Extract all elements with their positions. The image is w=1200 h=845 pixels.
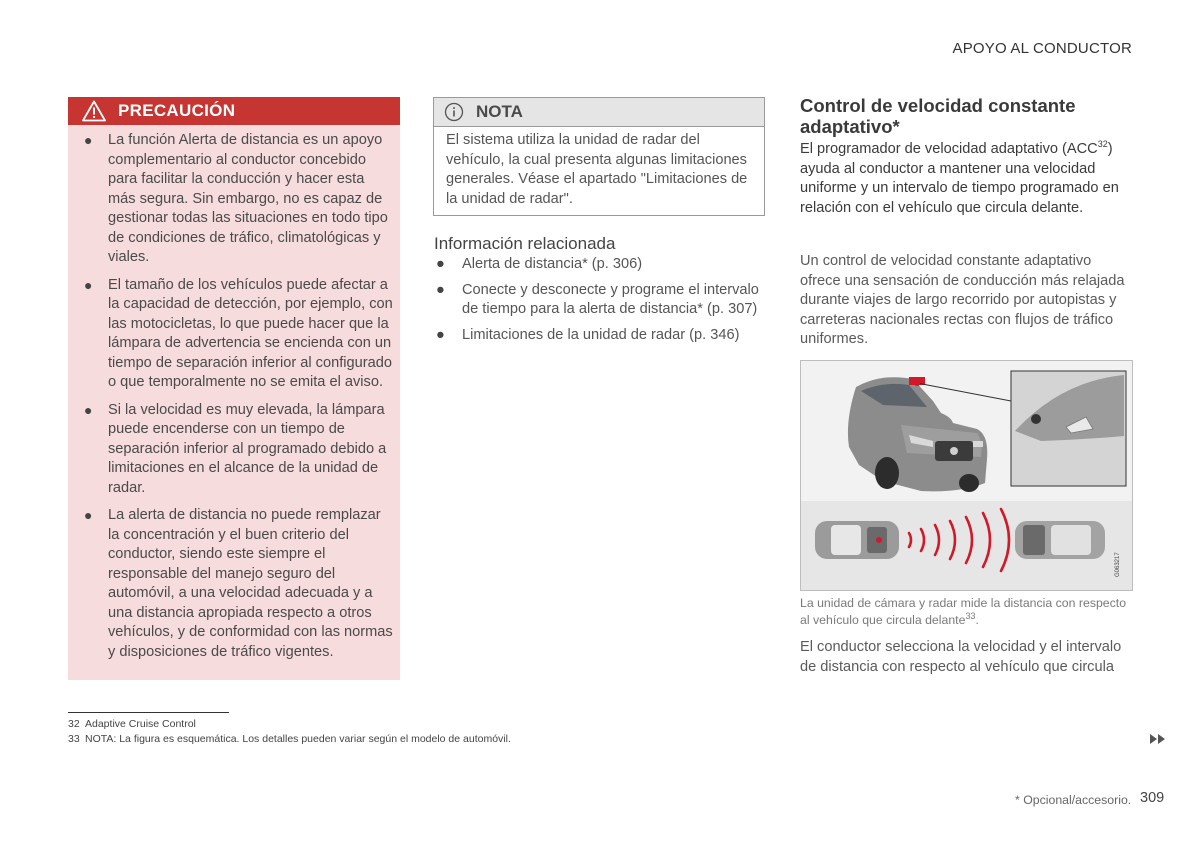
footnote-ref-32[interactable]: 32 <box>1097 139 1108 150</box>
continued-paragraph: El conductor selecciona la velocidad y el intervalo de distancia con respecto al vehículo que circula <box>800 639 1122 675</box>
warning-triangle-icon <box>82 100 106 122</box>
own-car-top-view <box>815 521 899 559</box>
note-title: NOTA <box>476 102 523 121</box>
acc-illustration-graphic <box>801 361 1133 591</box>
intro-paragraph: El programador de velocidad adaptativo (ACC$^{32}$) ayuda al conductor a mantener una velocidad uniforme y un intervalo de tiempo programado en relación con el vehículo que circula delante. <box>800 139 1119 216</box>
bullet-icon: ● <box>436 256 445 272</box>
related-info-list <box>434 255 764 351</box>
list-item: ● La alerta de distancia no puede remplazar la concentración y el buen criterio del conductor, siendo este siempre el responsable del manejo seguro del automóvil, a una velocidad adecuada y a una distancia apropiada respecto a otros vehículos, y de conformidad con las normas y disposiciones de tráfico vigentes. <box>84 507 393 660</box>
section-title: Control de velocidad constante adaptativo* <box>800 95 1076 137</box>
caution-header <box>68 97 400 125</box>
related-link[interactable]: ● Conecte y desconecte y programe el intervalo de tiempo para la alerta de distancia* (p. 307) <box>436 281 759 317</box>
running-header: APOYO AL CONDUCTOR <box>952 40 1132 57</box>
bullet-icon: ● <box>84 276 93 293</box>
body-paragraph: Un control de velocidad constante adaptativo ofrece una sensación de conducción más relajada durante viajes de largo recorrido por autopistas y carreteras nacionales rectas con flujos de tráfico uniformes. <box>800 253 1125 347</box>
caution-title: PRECAUCIÓN <box>118 101 236 120</box>
info-icon <box>444 102 464 122</box>
caution-list <box>82 131 394 670</box>
continue-arrows-icon <box>1148 733 1168 745</box>
figure-caption: La unidad de cámara y radar mide la distancia con respecto al vehículo que circula delante$^{33}$. <box>800 596 1127 627</box>
bullet-icon: ● <box>84 132 93 148</box>
camera-radar-inset <box>1011 371 1126 486</box>
related-info-heading: Información relacionada <box>434 234 616 253</box>
footnote-ref-33[interactable]: 33 <box>965 610 976 621</box>
bullet-icon: ● <box>84 401 93 418</box>
callout-dot <box>914 380 920 386</box>
leading-car-top-view <box>1015 521 1105 559</box>
list-item: ● La función Alerta de distancia es un apoyo complementario al conductor concebido para facilitar la conducción y hacer esta más segura. Sin embargo, no es capaz de gestionar todas las situaciones en todo tipo de condiciones de tráfico, climatológicas y viales. <box>84 132 388 265</box>
bullet-icon: ● <box>436 326 445 343</box>
footnote-33: 33 NOTA: La figura es esquemática. Los detalles pueden variar según el modelo de automóvil. <box>68 733 511 745</box>
note-text: El sistema utiliza la unidad de radar del vehículo, la cual presenta algunas limitaciones generales. Véase el apartado "Limitaciones de la unidad de radar". <box>446 132 748 207</box>
related-link[interactable]: ● Alerta de distancia* (p. 306) <box>434 255 764 275</box>
list-item: ● El tamaño de los vehículos puede afectar a la capacidad de detección, por ejemplo, con las motocicletas, lo que puede hacer que la lámpara de advertencia se encienda con un tiempo de separación inferior al configurado o que temporalmente no se emita el aviso. <box>84 276 393 390</box>
related-link[interactable]: ● Limitaciones de la unidad de radar (p. 346) <box>434 326 764 346</box>
bullet-icon: ● <box>436 281 445 298</box>
note-box <box>433 97 765 216</box>
footnote-32: 32 Adaptive Cruise Control <box>68 718 196 730</box>
optional-accessory-note: * Opcional/accesorio. <box>1015 793 1132 807</box>
note-header <box>434 98 764 127</box>
page-number: 309 <box>1140 790 1165 806</box>
acc-illustration <box>800 360 1133 591</box>
figure-code: G063217 <box>1115 552 1121 577</box>
list-item: ● Si la velocidad es muy elevada, la lámpara puede encenderse con un tiempo de separación inferior al programado debido a limitaciones en el alcance de la unidad de radar. <box>84 401 387 496</box>
caution-box <box>68 97 400 680</box>
bullet-icon: ● <box>84 507 93 523</box>
footnote-divider <box>68 712 229 713</box>
